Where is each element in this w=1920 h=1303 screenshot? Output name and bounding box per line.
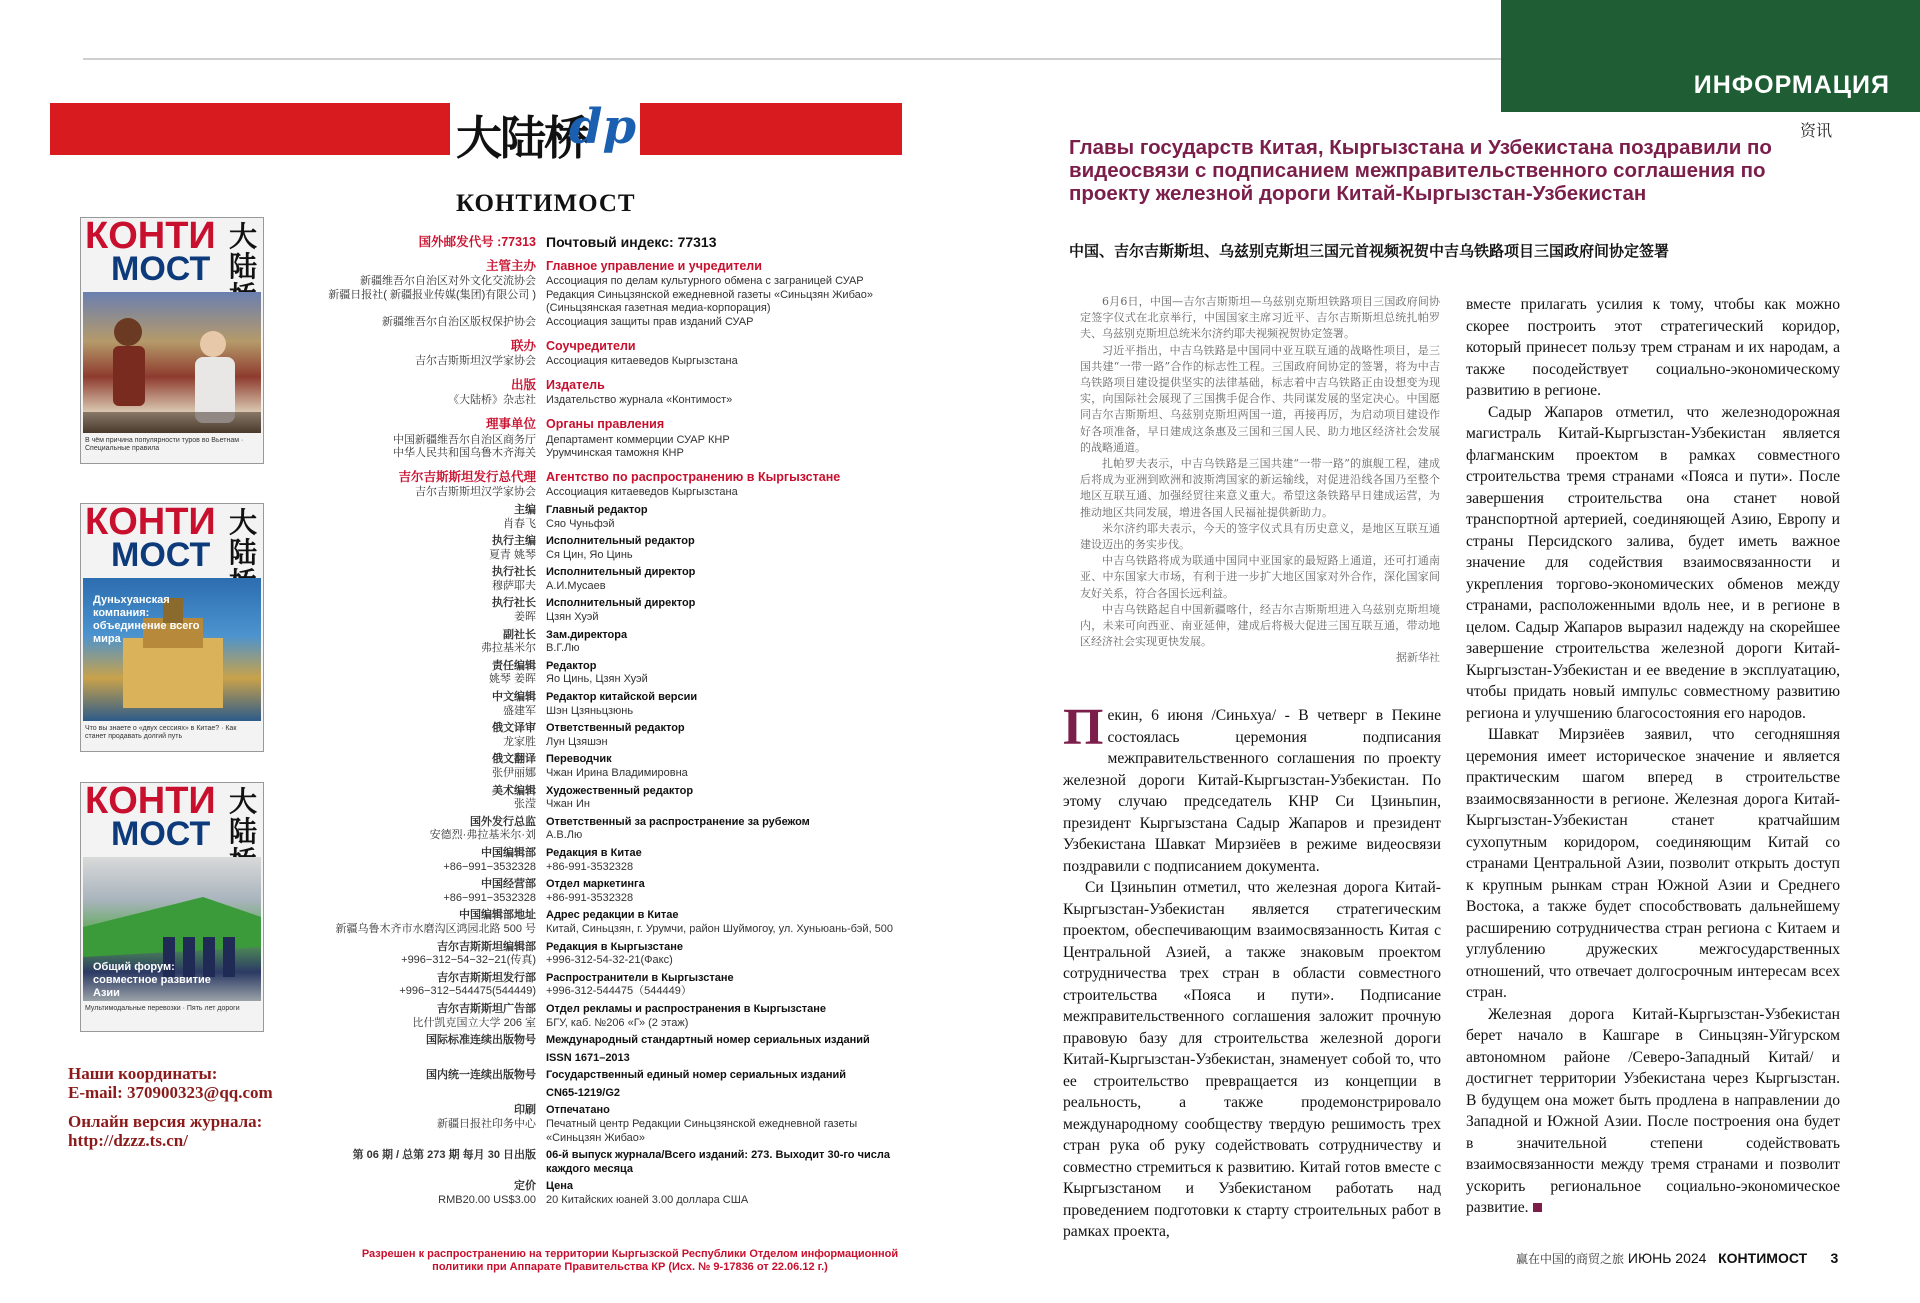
postal-index-ru: Почтовый индекс: 77313 [546,234,717,250]
masthead-row [300,316,900,330]
masthead-row [300,722,900,736]
section-title: ИНФОРМАЦИЯ [1693,71,1890,99]
masthead-ru: Международный стандартный номер сериальных изданий [546,1034,870,1047]
magazine-logo [450,97,640,165]
masthead-ru: Отпечатано [546,1104,610,1117]
cover-headline: Дуньхуанская компания: объединение всего мира [93,594,200,645]
masthead-ru: Чжан Ирина Владимировна [546,767,688,779]
cover-title-2: МОСТ [111,815,211,853]
ru-paragraph: Си Цзиньпин отметил, что железная дорога Китай-Кыргызстан-Узбекистан является стратегическим проектом, обеспечивающим взаимосвязанность Китая с Центральной Азией, а также знаковым проектом сотрудничества трех стран в области совместного строительства «Пояса и пути». Подписание межправительственного соглашения заложит прочную правовую базу для строительства железной дороги Китай-Кыргызстан-Узбекистан, знаменует собой то, что ее строительство превращается из концепции в реальность, а также продемонстрировало международному сообществу твердую решимость трех стран рука об руку содействовать сотрудничеству и совместно стремиться к развитию. Китай готов вместе с Кыргызстаном и Узбекистаном работать над проведением подготовки к старту строительных работ в рамках проекта, [1063,879,1441,1240]
masthead-cn: 执行主编 [492,535,536,548]
logo-dp-mark: dp [568,99,636,155]
masthead-ru: Департамент коммерции СУАР КНР [546,433,730,446]
masthead-row [300,736,900,750]
masthead-ru: Исполнительный директор [546,597,696,610]
masthead-row [300,597,900,611]
contacts-block [68,1064,273,1102]
ru-paragraph [1466,1004,1840,1219]
masthead-ru: БГУ, каб. №206 «Г» (2 этаж) [546,1016,689,1029]
masthead-ru: Печатный центр Редакции Синьцзянской ежедневной газеты «Синьцзян Жибао» [546,1118,858,1144]
masthead-cn: 中文编辑 [492,691,536,704]
masthead-ru: Отдел маркетинга [546,878,645,891]
dropcap: П [1063,699,1104,756]
postal-index-row [300,236,900,250]
masthead-ru: Ассоциация защиты прав изданий СУАР [546,315,754,328]
cover-thumbnail-1 [80,217,264,464]
masthead-ru: Распространители в Кыргызстане [546,971,734,984]
masthead-cn: 吉尔吉斯斯坦汉学家协会 [415,486,536,499]
masthead-row [300,379,900,393]
masthead-row [300,447,900,461]
masthead-row [300,471,900,485]
article-cn-body [1080,294,1440,667]
masthead-ru: Редакция в Китае [546,846,642,859]
article-ru-column-2 [1466,294,1840,1219]
masthead-ru: Урумчинская таможня КНР [546,447,684,460]
cover-title-1: КОНТИ [85,217,216,257]
masthead-ru: 06-й выпуск журнала/Всего изданий: 273. Выходит 30-го числа каждого месяца [546,1149,890,1175]
end-mark-icon [1533,1203,1542,1212]
masthead-cn: +996−312−544475(544449) [399,985,536,998]
masthead-row [300,861,900,875]
masthead-cn: 出版 [510,377,536,392]
masthead-row [300,504,900,518]
masthead-ru: Ассоциация по делам культурного обмена с заграницей СУАР [546,275,864,288]
masthead-cn: 新疆乌鲁木齐市水磨沟区鸿园北路 500 号 [335,922,536,935]
masthead-row [300,580,900,594]
masthead-ru: Ответственный редактор [546,722,685,735]
masthead-ru: Сяо Чуньфэй [546,517,615,530]
magazine-name: КОНТИМОСТ [456,190,636,217]
masthead-cn: 国际标准连续出版物号 [426,1034,536,1047]
masthead-cn: 美术编辑 [492,784,536,797]
masthead-cn: 穆萨耶夫 [492,579,536,592]
masthead-ru: Редакция Синьцзянской ежедневной газеты «Синьцзян Жибао» (Синьцзянская газетная медиа-корпорация) [546,288,873,315]
masthead-cn: 中国编辑部地址 [459,909,536,922]
masthead-row [300,611,900,625]
masthead-ru: +86-991-3532328 [546,860,634,873]
article-headline: Главы государств Китая, Кыргызстана и Узбекистана поздравили по видеосвязи с подписанием межправительственного соглашения по проекту железной дороги Китай-Кыргызстан-Узбекистан [1069,136,1772,205]
cn-paragraph: 中吉乌铁路将成为联通中国同中亚国家的最短路上通道，还可打通南亚、中东国家大市场，有利于进一步扩大地区国家对外合作，深化国家间友好关系，符合各国长远利益。 [1080,554,1440,600]
masthead-cn: 吉尔吉斯斯坦发行总代理 [398,469,536,484]
masthead-cn: 姚琴 姜晖 [488,673,536,686]
masthead-ru: Ответственный за распространение за рубежом [546,815,810,828]
masthead-cn: 印刷 [514,1104,536,1117]
cn-paragraph: 6月6日，中国—吉尔吉斯斯坦—乌兹别克斯坦铁路项目三国政府间协定签字仪式在北京举行，中国国家主席习近平、吉尔吉斯斯坦总统扎帕罗夫、乌兹别克斯坦总统米尔济约耶夫视频祝贺协定签署。 [1080,295,1440,341]
masthead-row [300,829,900,843]
masthead-row [300,549,900,563]
masthead-ru: Редактор [546,659,597,672]
masthead-row [300,767,900,781]
masthead-row [300,642,900,656]
masthead-ru: Ся Цин, Яо Цинь [546,548,633,561]
masthead-cn: 主编 [514,503,536,516]
masthead-ru: Китай, Синьцзян, г. Урумчи, район Шуймогоу, ул. Хуньюань-бэй, 500 [546,922,894,935]
online-version-link[interactable]: http://dzzz.ts.cn/ [68,1131,188,1150]
masthead-cn: 联办 [510,338,536,353]
masthead-ru: А.И.Мусаев [546,579,606,592]
cn-source: 据新华社 [1396,651,1440,665]
online-version-title: Онлайн версия журнала: [68,1112,263,1131]
cover-footer: Мультимодальные перевозки · Пять лет дороги [85,1005,240,1012]
ru-paragraph-text: Железная дорога Китай-Кыргызстан-Узбекистан берет начало в Кашгаре в Синьцзян-Уйгурском автономном районе /Северо-Западный Китай/ и достигнет территории Узбекистана через Кыргызстан. В будущем она может быть продлена в направлении до Западной и Южной Азии. После построения она будет в значительной степени содействовать взаимосвязанности между тремя странами и позволит ускорить региональное социально-экономическое развитие. [1466,1005,1840,1216]
ru-paragraph: Садыр Жапаров отметил, что железнодорожная магистраль Китай-Кыргызстан-Узбекистан является флагманским проектом в рамках совместного строительства тремя странами «Пояса и пути». После завершения строительства она станет новой транспортной артерией, соединяющей Азию, Европу и страны Персидского залива, будет иметь важное значение для содействия взаимосвязанности и укрепления торгово-экономических обменов между странами, расположенными вдоль нее, и в регионе в целом. Садыр Жапаров выразил надежду на скорейшее завершение строительства железной дороги Китай-Кыргызстан-Узбекистан и ее введение в эксплуатацию, чтобы придать новый импульс совместному развитию региона и улучшению благосостояния его народов. [1466,403,1840,722]
masthead-row [300,923,900,937]
online-version-block [68,1112,262,1150]
masthead-cn: 比什凯克国立大学 206 室 [412,1016,536,1029]
masthead-row [300,340,900,354]
masthead-ru: Художественный редактор [546,784,694,797]
masthead-cn: 俄文翻译 [492,753,536,766]
footer-slogan-cn: 赢在中国的商贸之旅 [1516,1252,1625,1266]
masthead-ru: А.В.Лю [546,829,583,842]
masthead-ru: Органы правления [546,416,665,431]
masthead-cn: 盛建军 [503,704,536,717]
cover-title-1: КОНТИ [85,503,216,543]
masthead-row [300,535,900,549]
masthead-row [300,909,900,923]
masthead-cn: 定价 [514,1180,536,1193]
cover-footer: В чём причина популярности туров во Вьетнам · Специальные правила [85,437,244,452]
contacts-email[interactable]: E-mail: 370900323@qq.com [68,1083,273,1102]
masthead-cn: 中国编辑部 [481,846,536,859]
masthead-cn: 夏青 姚琴 [488,548,536,561]
article-subhead-cn: 中国、吉尔吉斯斯坦、乌兹别克斯坦三国元首视频祝贺中吉乌铁路项目三国政府间协定签署 [1069,243,1670,260]
masthead-row [300,275,900,289]
masthead-ru: Шэн Цзяньцзюнь [546,704,634,717]
masthead-row [300,629,900,643]
masthead-cn: 责任编辑 [492,659,536,672]
masthead-ru: Редактор китайской версии [546,691,698,704]
cover-thumbnail-3 [80,782,264,1032]
masthead-cn: 国外发行总监 [470,815,536,828]
masthead-ru: Цена [546,1180,574,1193]
masthead-row [300,892,900,906]
masthead-cn: 吉尔吉斯斯坦广告部 [437,1002,536,1015]
cover-cn-title: 大陆 [228,786,257,847]
contacts-title: Наши координаты: [68,1064,218,1083]
cn-paragraph: 扎帕罗夫表示，中吉乌铁路是三国共建“一带一路”的旗舰工程，建成后将成为亚洲到欧洲和波斯湾国家的新运输线，对促进沿线各国乃至整个地区互联互通、加强经贸往来意义重大。希望这条铁路早日建成运营，为推动地区共同发展，增进各国人民福祉提供新助力。 [1080,457,1440,519]
masthead-ru: Агентство по распространению в Кыргызстане [546,469,841,484]
top-rule [83,58,1501,60]
cn-paragraph: 习近平指出，中吉乌铁路是中国同中亚互联互通的战略性项目，是三国共建“一带一路”合作的标志性工程。三国政府间协定的签署，将为中吉乌铁路项目建设提供坚实的法律基础，标志着中吉乌铁路正由设想变为现实，向国际社会展现了三国携手促合作、共同谋发展的坚定决心。中国愿同吉尔吉斯斯坦、乌兹别克斯坦两国一道，再接再厉，为启动项目建设作好各项准备，早日建成这条惠及三国和三国人民、助力地区经济社会发展的战略通道。 [1080,343,1440,454]
masthead-cn: 新疆日报社( 新疆报业传媒(集团)有限公司 ) [328,288,536,301]
cover-title-2: МОСТ [111,250,211,288]
masthead-cn: 张伊丽娜 [492,767,536,779]
masthead-ru: Ассоциация китаеведов Кыргызстана [546,355,738,368]
lead-text: екин, 6 июня /Синьхуа/ - В четверг в Пекине состоялась церемония подписания межправительственного соглашения по проекту железной дороги Китай-Кыргызстан-Узбекистан. По этому случаю председатель КНР Си Цзиньпин, президент Кыргызстана Садыр Жапаров и президент Узбекистана Шавкат Мирзиёев в режиме видеосвязи поздравили с подписанием документа. [1063,707,1441,875]
masthead-cn: RMB20.00 US$3.00 [438,1194,536,1207]
masthead-cn: 吉尔吉斯斯坦汉学家协会 [415,355,536,368]
masthead-cn: 吉尔吉斯斯坦编辑部 [437,940,536,953]
masthead-cn: 龙家胜 [503,735,536,748]
masthead-cn: 国内统一连续出版物号 [426,1069,536,1082]
masthead-row [300,705,900,719]
masthead-row [300,941,900,955]
masthead-ru: Соучредители [546,338,636,353]
masthead-ru: Цзян Хуэй [546,611,599,624]
cover-thumbnail-2 [80,503,264,752]
masthead-ru: Издатель [546,377,605,392]
masthead-ru: Зам.директора [546,628,628,641]
cover-footer: Что вы знаете о «двух сессиях» в Китае? · Как станет продавать долгий путь [85,725,237,740]
page-number: 3 [1830,1250,1839,1266]
masthead-row [300,878,900,892]
masthead-ru: Исполнительный директор [546,566,696,579]
masthead-cn: 俄文译审 [492,722,536,735]
cover-cn-title: 大陆 [228,221,257,282]
masthead-cn: 张滢 [514,798,536,811]
masthead-row [300,394,900,408]
masthead-cn: +86−991−3532328 [443,860,536,873]
masthead-row [300,566,900,580]
masthead-row [300,816,900,830]
masthead-ru: Исполнительный редактор [546,535,695,548]
masthead-block [300,236,900,1208]
masthead-cn: 新疆维吾尔自治区版权保护协会 [382,315,536,328]
masthead-row [300,1069,900,1083]
masthead-row [300,954,900,968]
masthead-ru: Лун Цзяшэн [546,735,608,748]
postal-index-cn: 国外邮发代号 :77313 [418,235,536,249]
masthead-row [300,518,900,532]
masthead-row [300,660,900,674]
masthead-ru: Яо Цинь, Цзян Хуэй [546,673,648,686]
ru-paragraph-lead [1063,699,1441,877]
masthead-row [300,1180,900,1194]
masthead-ru: Ассоциация китаеведов Кыргызстана [546,486,738,499]
cover-title-2: МОСТ [111,536,211,574]
masthead-cn [300,1052,546,1066]
masthead-cn: 中华人民共和国乌鲁木齐海关 [393,447,536,460]
masthead-row [300,985,900,999]
section-cn-label: 资讯 [1800,123,1833,140]
masthead-cn: 中国经营部 [481,878,536,891]
masthead-row [300,1034,900,1048]
cover-headline: Общий форум: совместное развитие Азии [93,961,211,999]
cover-image [83,292,261,433]
footer-month: ИЮНЬ 2024 [1627,1250,1707,1266]
masthead-ru: Главный редактор [546,503,648,516]
masthead-ru: 20 Китайских юаней 3.00 доллара США [546,1194,749,1207]
masthead-row [300,753,900,767]
masthead-row [300,972,900,986]
masthead-cn: +86−991−3532328 [443,891,536,904]
masthead-cn: 《大陆桥》杂志社 [448,394,536,407]
masthead-ru: Чжан Ин [546,798,590,811]
masthead-cn [300,1087,546,1101]
masthead-row [300,486,900,500]
masthead-cn: 弗拉基米尔 [481,642,536,655]
footer-magazine-name: КОНТИМОСТ [1718,1250,1808,1266]
masthead-ru: CN65-1219/G2 [546,1086,620,1099]
cn-paragraph: 中吉乌铁路起自中国新疆喀什，经吉尔吉斯斯坦进入乌兹别克斯坦境内，未来可向西亚、南亚延伸，建成后将极大促进三国互联互通，带动地区经济社会实现更快发展。 [1080,602,1440,649]
distribution-note: Разрешен к распространению на территории Кыргызской Республики Отделом информационной политики при Аппарате Правительства КР (Исх. № 9-17836 от 22.06.12 г.) [361,1248,899,1273]
masthead-cn: 执行社长 [492,597,536,610]
section-banner [1501,0,1920,112]
masthead-cn: +996−312−54−32−21(传真) [401,954,536,967]
masthead-cn: 肖春飞 [503,517,536,530]
masthead-cn: 副社长 [503,628,536,641]
masthead-row [300,785,900,799]
masthead-ru: Отдел рекламы и распространения в Кыргызстане [546,1002,827,1015]
masthead-ru: +86-991-3532328 [546,891,634,904]
masthead-cn: 新疆维吾尔自治区对外文化交流协会 [360,275,536,288]
masthead-cn: 安德烈·弗拉基米尔·刘 [429,829,536,842]
article-ru-column-1 [1063,699,1441,1243]
masthead-ru: Главное управление и учредители [546,258,762,273]
masthead-ru: Редакция в Кыргызстане [546,940,683,953]
masthead-cn: 吉尔吉斯斯坦发行部 [437,971,536,984]
ru-paragraph: вместе прилагать усилия к тому, чтобы как можно скорее построить этот стратегический коридор, который принесет пользу трем странам и их народам, а также посодействует социально-экономическому развитию в регионе. [1466,296,1840,399]
masthead-cn: 理事单位 [485,416,536,431]
masthead-row [300,418,900,432]
masthead-ru: +996-312-544475（544449） [546,985,692,998]
masthead-row [300,1052,900,1066]
masthead-ru: Переводчик [546,753,612,766]
masthead-row [300,1149,900,1176]
cover-title-1: КОНТИ [85,782,216,822]
ru-paragraph: Шавкат Мирзиёев заявил, что сегодняшняя церемония имеет историческое значение и является практическим шагом вперед в строительстве взаимосвязанности в регионе. Железная дорога Китай-Кыргызстан-Узбекистан станет кратчайшим сухопутным коридором, соединяющим Китай со странами Центральной Азии, позволит открыть доступ к крупным рынкам стран Южной Азии и Среднего Востока, а также будет способствовать дальнейшему расширению сотрудничества стран региона с Китаем и углублению дружеских межгосударственных отношений, что отвечает долгосрочным интересам всех стран. [1466,726,1840,1001]
masthead-row [300,434,900,448]
masthead-cn: 姜晖 [514,611,536,624]
masthead-ru: ISSN 1671–2013 [546,1051,630,1064]
masthead-row [300,1104,900,1118]
masthead-rows [300,260,900,1208]
masthead-cn: 执行社长 [492,566,536,579]
masthead-ru: Издательство журнала «Контимост» [546,394,733,407]
cn-paragraph: 米尔济约耶夫表示，今天的签字仪式具有历史意义，是地区互联互通建设迈出的务实步伐。 [1080,521,1440,552]
masthead-cn: 新疆日报社印务中心 [437,1118,536,1131]
masthead-row [300,260,900,274]
masthead-ru: Государственный единый номер сериальных изданий [546,1069,847,1082]
logo-cn-text: 大陆桥 [456,111,588,165]
masthead-cn: 第 06 期 / 总第 273 期 每月 30 日出版 [352,1149,536,1162]
masthead-ru: Адрес редакции в Китае [546,909,679,922]
masthead-row [300,1118,900,1145]
masthead-row [300,289,900,316]
page-footer [1516,1250,1838,1267]
masthead-row [300,1087,900,1101]
masthead-ru: В.Г.Лю [546,642,580,655]
masthead-row [300,798,900,812]
masthead-row [300,1017,900,1031]
masthead-row [300,1194,900,1208]
masthead-ru: +996-312-54-32-21(Факс) [546,954,673,967]
masthead-row [300,355,900,369]
masthead-row [300,847,900,861]
masthead-row [300,1003,900,1017]
cover-cn-title: 大陆 [228,507,257,568]
masthead-row [300,691,900,705]
masthead-cn: 中国新疆维吾尔自治区商务厅 [393,433,536,446]
masthead-row [300,673,900,687]
cover-photo-illustration [83,292,261,433]
masthead-cn: 主管主办 [485,258,536,273]
